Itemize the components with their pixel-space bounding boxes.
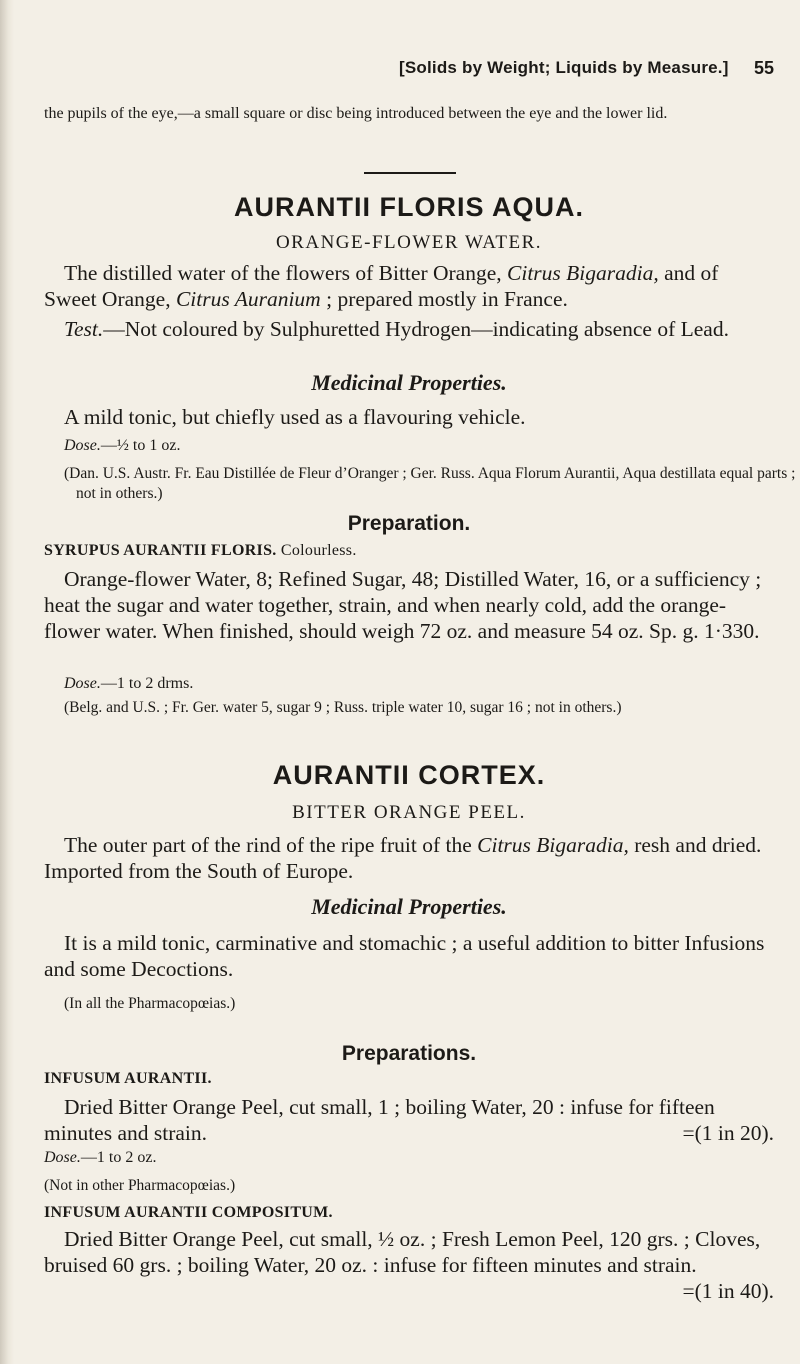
syrup-pharmacopoeia-note: (Belg. and U.S. ; Fr. Ger. water 5, sugar 9 ; Russ. triple water 10, sugar 16 ; not in others.) [64, 699, 622, 716]
section2-description [44, 832, 774, 884]
desc-text: The outer part of the rind of the ripe fruit of the [64, 833, 478, 857]
desc-species: Citrus Auranium [175, 287, 321, 311]
section2-medicinal-text: It is a mild tonic, carminative and stomachic ; a useful addition to bitter Infusions and some Decoctions. [44, 931, 765, 981]
desc-text: resh and dried. Imported from the South of Europe. [44, 833, 762, 883]
recipe-ratio: =(1 in 40). [682, 1279, 774, 1303]
desc-text: and of Sweet Orange, [44, 261, 719, 311]
test-text: —Not coloured by Sulphuretted Hydrogen—indicating absence of Lead. [103, 317, 729, 341]
desc-text: ; prepared mostly in France. [320, 287, 568, 311]
infusum-compositum-name: INFUSUM AURANTII COMPOSITUM. [44, 1204, 333, 1221]
dose-text: —1 to 2 oz. [80, 1149, 157, 1166]
desc-text: The distilled water of the flowers of Bitter Orange, [64, 261, 507, 285]
test-label: Test. [64, 317, 104, 341]
infusum-aurantii-note: (Not in other Pharmacopœias.) [44, 1177, 236, 1194]
section1-dose [44, 436, 774, 456]
preparation-heading: Preparation. [347, 512, 471, 535]
running-head: [Solids by Weight; Liquids by Measure.] [399, 58, 729, 77]
recipe-text: Dried Bitter Orange Peel, cut small, ½ oz. ; Fresh Lemon Peel, 120 grs. ; Cloves, bruised 60 grs. ; boiling Water, 20 oz. : infuse for fifteen minutes and strain. [44, 1227, 761, 1277]
intro-paragraph: the pupils of the eye,—a small square or disc being introduced between the eye and the lower lid. [44, 105, 668, 122]
desc-species: Citrus Bigaradia, [507, 261, 659, 285]
section-title-aurantii-cortex: AURANTII CORTEX. [272, 760, 546, 790]
syrup-name [44, 542, 774, 560]
infusum-aurantii-recipe [44, 1094, 774, 1146]
dose-label: Dose. [44, 1149, 81, 1166]
dose-label: Dose. [64, 675, 101, 692]
desc-species: Citrus Bigaradia, [477, 833, 629, 857]
section1-test [44, 316, 774, 342]
infusum-compositum-recipe [44, 1226, 774, 1304]
recipe-ratio: =(1 in 20). [682, 1121, 774, 1145]
medicinal-properties-heading: Medicinal Properties. [311, 894, 507, 919]
infusum-aurantii-dose [44, 1148, 774, 1168]
dose-text: —1 to 2 drms. [100, 675, 194, 692]
syrup-recipe: Orange-flower Water, 8; Refined Sugar, 48; Distilled Water, 16, or a sufficiency ; heat the sugar and water together, strain, and when nearly cold, add the orange-flower water. When finished, should weigh 72 oz. and measure 54 oz. Sp. g. 1·330. [44, 567, 762, 643]
dose-text: —½ to 1 oz. [100, 437, 181, 454]
medicinal-properties-heading: Medicinal Properties. [311, 370, 507, 395]
preparations-heading: Preparations. [341, 1042, 477, 1065]
section-subtitle-orange-flower: ORANGE-FLOWER WATER. [275, 232, 543, 253]
section1-medicinal-text: A mild tonic, but chiefly used as a flavouring vehicle. [64, 405, 526, 429]
section1-description [44, 260, 774, 312]
page-number: 55 [753, 58, 774, 78]
section1-pharmacopoeia-note: (Dan. U.S. Austr. Fr. Eau Distillée de Fleur d’Oranger ; Ger. Russ. Aqua Florum Aurantii, Aqua destillata equal parts ; not in others.) [64, 465, 796, 502]
recipe-text: Dried Bitter Orange Peel, cut small, 1 ; boiling Water, 20 : infuse for fifteen minutes and strain. [44, 1095, 715, 1145]
syrup-dose [44, 674, 774, 694]
section-title-aurantii-floris: AURANTII FLORIS AQUA. [234, 192, 584, 222]
dose-label: Dose. [64, 437, 101, 454]
section-subtitle-bitter-orange-peel: BITTER ORANGE PEEL. [292, 802, 526, 823]
section2-pharmacopoeia-note: (In all the Pharmacopœias.) [64, 995, 236, 1012]
syrup-title: SYRUPUS AURANTII FLORIS. [44, 542, 277, 559]
page-edge-shadow [0, 0, 14, 1364]
divider-rule [364, 172, 456, 174]
infusum-aurantii-name: INFUSUM AURANTII. [44, 1070, 212, 1087]
syrup-colour-note: Colourless. [280, 542, 357, 559]
